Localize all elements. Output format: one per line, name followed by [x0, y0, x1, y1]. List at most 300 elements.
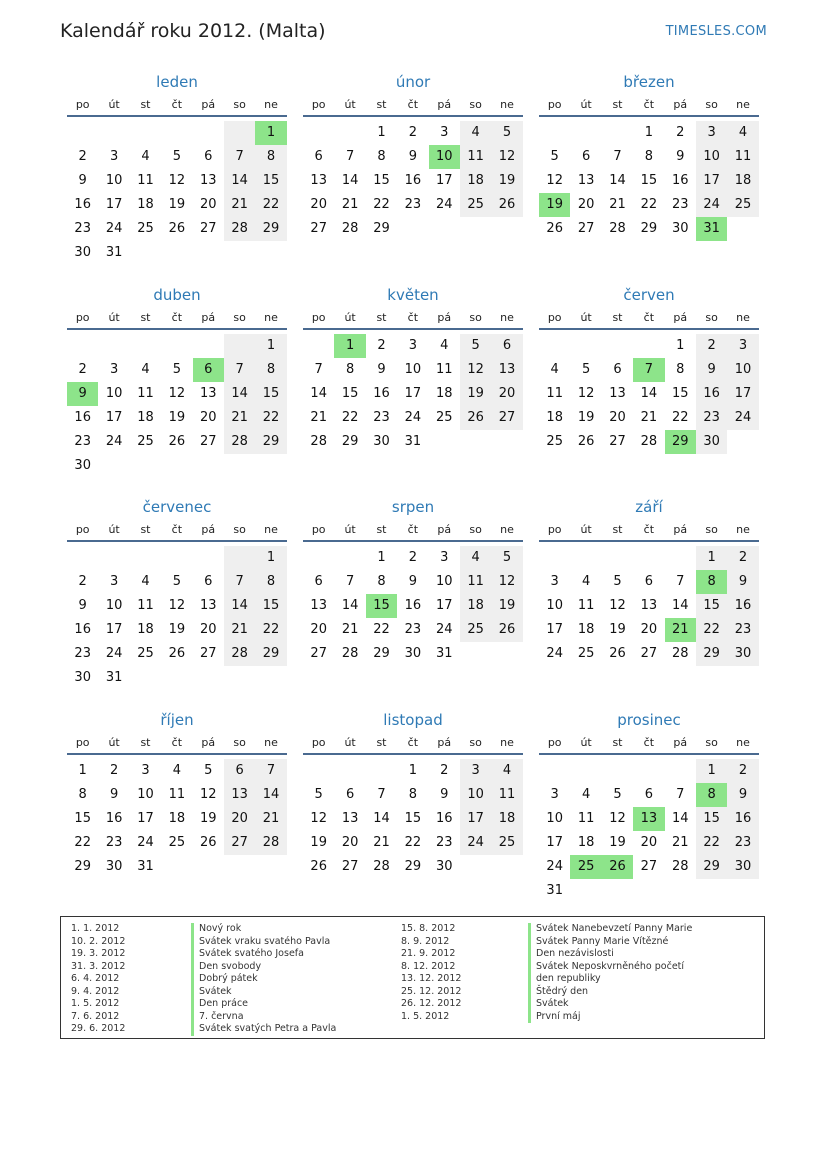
day-cell: 18 — [727, 169, 758, 193]
day-cell: 27 — [199, 646, 217, 661]
day-cell: 27 — [199, 221, 217, 236]
weekday-label: čt — [171, 311, 183, 324]
month-listopad — [303, 710, 523, 879]
empty-cell — [67, 334, 98, 358]
weekday-label: so — [469, 311, 482, 324]
day-cell: 2 — [78, 362, 87, 377]
weekday-label: út — [344, 311, 356, 324]
day-cell: 14 — [224, 382, 255, 406]
day-cell: 1 — [408, 763, 417, 778]
week-row — [539, 831, 759, 855]
week-row — [539, 382, 759, 406]
day-cell: 28 — [671, 646, 689, 661]
holiday-day-cell: 31 — [696, 217, 727, 241]
month-name: duben — [153, 286, 201, 304]
weekday-label: ne — [500, 736, 514, 749]
day-grid — [67, 121, 287, 265]
day-cell: 23 — [727, 831, 758, 855]
day-cell: 9 — [408, 574, 417, 589]
day-cell: 5 — [613, 574, 622, 589]
weekday-header — [303, 94, 523, 117]
week-row — [67, 642, 287, 666]
week-row — [303, 807, 523, 831]
empty-cell — [98, 546, 129, 570]
day-cell: 5 — [314, 787, 323, 802]
day-cell: 14 — [671, 598, 689, 613]
empty-cell — [98, 334, 129, 358]
day-cell: 5 — [550, 149, 559, 164]
weekday-label: st — [376, 98, 387, 111]
day-cell: 6 — [644, 787, 653, 802]
weekday-label: čt — [407, 98, 419, 111]
legend-names-left — [191, 923, 336, 1036]
day-cell: 1 — [377, 550, 386, 565]
day-cell: 10 — [105, 598, 123, 613]
day-cell: 14 — [609, 173, 626, 188]
legend-date: 29. 6. 2012 — [71, 1023, 126, 1034]
empty-cell — [602, 759, 633, 783]
day-cell: 13 — [609, 386, 626, 401]
empty-cell — [193, 334, 224, 358]
day-cell: 7 — [345, 149, 355, 164]
legend-date: 15. 8. 2012 — [401, 923, 456, 934]
weekday-label: ne — [264, 736, 278, 749]
day-cell: 22 — [255, 193, 286, 217]
empty-cell — [130, 241, 161, 265]
day-cell: 16 — [696, 382, 727, 406]
day-cell: 26 — [310, 859, 327, 874]
legend-holiday-name: Den práce — [191, 998, 336, 1011]
day-cell: 4 — [172, 763, 181, 778]
day-grid — [539, 546, 759, 666]
weekday-label: st — [140, 311, 151, 324]
day-cell: 2 — [78, 149, 87, 164]
day-cell: 9 — [377, 362, 386, 377]
holiday-legend — [60, 916, 765, 1039]
day-cell: 12 — [168, 386, 186, 401]
weekday-label: pá — [201, 736, 216, 749]
day-cell: 7 — [314, 362, 323, 377]
week-row — [303, 759, 523, 783]
week-row — [303, 169, 523, 193]
day-cell: 7 — [613, 149, 622, 164]
day-cell: 11 — [460, 145, 491, 169]
day-cell: 28 — [255, 831, 286, 855]
week-row — [67, 193, 287, 217]
day-cell: 6 — [491, 334, 522, 358]
day-cell: 3 — [460, 759, 491, 783]
day-cell: 30 — [74, 670, 91, 685]
weekday-label: po — [311, 98, 326, 111]
empty-cell — [224, 121, 255, 145]
day-cell: 24 — [105, 646, 123, 661]
month-name: říjen — [160, 711, 194, 729]
week-row — [303, 855, 523, 879]
day-cell: 24 — [137, 835, 154, 850]
day-cell: 20 — [310, 622, 327, 637]
week-row — [303, 334, 523, 358]
empty-cell — [161, 334, 192, 358]
empty-cell — [460, 855, 491, 879]
empty-cell — [727, 217, 758, 241]
day-grid — [67, 546, 287, 690]
day-cell: 15 — [404, 811, 422, 826]
week-row — [539, 217, 759, 241]
legend-date: 8. 12. 2012 — [401, 960, 456, 972]
day-cell: 11 — [546, 386, 563, 401]
holiday-day-cell: 9 — [67, 382, 98, 406]
weekday-label: so — [705, 523, 718, 536]
day-cell: 17 — [435, 173, 453, 188]
day-cell: 11 — [137, 598, 154, 613]
empty-cell — [161, 121, 192, 145]
legend-dates-left — [71, 923, 125, 1036]
day-cell: 17 — [105, 622, 123, 637]
week-row — [67, 546, 287, 570]
day-cell: 6 — [613, 362, 622, 377]
day-cell: 23 — [74, 646, 91, 661]
empty-cell — [67, 121, 98, 145]
day-cell: 7 — [676, 787, 685, 802]
day-cell: 2 — [408, 550, 417, 565]
month-květen — [303, 285, 523, 454]
empty-cell — [665, 879, 696, 903]
day-cell: 28 — [224, 217, 255, 241]
day-cell: 21 — [255, 807, 286, 831]
month-name: březen — [623, 73, 675, 91]
week-row — [67, 121, 287, 145]
day-cell: 27 — [640, 646, 658, 661]
day-cell: 29 — [696, 855, 727, 879]
legend-holiday-name: Svátek — [528, 998, 692, 1011]
day-cell: 31 — [137, 859, 154, 874]
weekday-label: so — [233, 311, 246, 324]
day-cell: 18 — [137, 197, 154, 212]
week-row — [67, 241, 287, 265]
empty-cell — [255, 855, 286, 879]
weekday-label: čt — [643, 311, 655, 324]
day-cell: 23 — [696, 406, 727, 430]
weekday-label: po — [547, 98, 562, 111]
day-cell: 14 — [671, 811, 689, 826]
empty-cell — [665, 546, 696, 570]
weekday-label: so — [705, 98, 718, 111]
day-cell: 29 — [373, 646, 390, 661]
day-cell: 27 — [609, 434, 626, 449]
day-cell: 19 — [168, 622, 186, 637]
legend-date: 9. 4. 2012 — [71, 985, 120, 997]
week-row — [67, 759, 287, 783]
empty-cell — [161, 546, 192, 570]
day-cell: 21 — [341, 622, 359, 637]
weekday-label: pá — [437, 311, 452, 324]
day-cell: 29 — [74, 859, 91, 874]
weekday-header — [303, 519, 523, 542]
empty-cell — [255, 454, 286, 478]
day-cell: 29 — [255, 642, 286, 666]
day-cell: 22 — [640, 197, 658, 212]
legend-holiday-name: Svátek svatého Josefa — [191, 948, 336, 961]
empty-cell — [539, 334, 570, 358]
day-cell: 7 — [377, 787, 386, 802]
day-cell: 22 — [255, 618, 286, 642]
day-cell: 29 — [341, 434, 359, 449]
day-cell: 5 — [204, 763, 213, 778]
week-row — [67, 406, 287, 430]
weekday-header — [539, 94, 759, 117]
weekday-label: út — [580, 523, 592, 536]
day-cell: 17 — [404, 386, 422, 401]
day-cell: 14 — [310, 386, 327, 401]
day-cell: 26 — [168, 646, 186, 661]
day-cell: 20 — [577, 197, 595, 212]
empty-cell — [224, 855, 255, 879]
week-row — [539, 358, 759, 382]
day-grid — [303, 546, 523, 666]
month-name: prosinec — [617, 711, 681, 729]
day-cell: 2 — [408, 125, 417, 140]
day-cell: 19 — [168, 410, 186, 425]
legend-holiday-name: Svátek Nanebevzetí Panny Marie — [528, 923, 692, 936]
day-cell: 21 — [609, 197, 626, 212]
empty-cell — [130, 546, 161, 570]
weekday-label: čt — [171, 736, 183, 749]
empty-cell — [224, 334, 255, 358]
holiday-day-cell: 13 — [633, 807, 664, 831]
empty-cell — [727, 879, 758, 903]
day-cell: 3 — [550, 787, 559, 802]
day-cell: 13 — [224, 783, 255, 807]
day-cell: 9 — [408, 149, 417, 164]
holiday-day-cell: 29 — [665, 430, 696, 454]
day-cell: 8 — [377, 574, 386, 589]
day-cell: 2 — [109, 763, 119, 778]
weekday-header — [303, 307, 523, 330]
day-cell: 11 — [577, 598, 595, 613]
day-cell: 19 — [609, 835, 626, 850]
day-cell: 2 — [696, 334, 727, 358]
day-cell: 19 — [460, 382, 491, 406]
weekday-header — [67, 732, 287, 755]
legend-date: 21. 9. 2012 — [401, 948, 456, 959]
day-cell: 5 — [491, 546, 522, 570]
day-cell: 24 — [105, 434, 123, 449]
day-cell: 15 — [255, 382, 286, 406]
weekday-label: po — [311, 523, 326, 536]
day-cell: 14 — [224, 594, 255, 618]
weekday-label: st — [140, 736, 151, 749]
day-cell: 30 — [404, 646, 422, 661]
day-cell: 7 — [224, 570, 255, 594]
brand-link[interactable]: TIMESLES.COM — [665, 24, 767, 39]
day-cell: 18 — [546, 410, 563, 425]
day-cell: 15 — [696, 594, 727, 618]
day-cell: 10 — [546, 598, 563, 613]
day-cell: 8 — [408, 787, 417, 802]
day-cell: 4 — [727, 121, 758, 145]
weekday-label: pá — [201, 98, 216, 111]
month-name: červenec — [142, 498, 212, 516]
week-row — [539, 406, 759, 430]
day-cell: 12 — [609, 811, 626, 826]
day-grid — [539, 334, 759, 454]
day-cell: 6 — [204, 149, 213, 164]
day-cell: 30 — [74, 245, 91, 260]
weekday-label: st — [376, 311, 387, 324]
day-cell: 22 — [373, 622, 390, 637]
day-cell: 13 — [199, 173, 217, 188]
day-cell: 23 — [404, 197, 422, 212]
weekday-header — [67, 307, 287, 330]
day-cell: 1 — [676, 338, 685, 353]
day-cell: 31 — [105, 245, 123, 260]
day-cell: 23 — [373, 410, 390, 425]
month-name: květen — [387, 286, 439, 304]
day-cell: 13 — [491, 358, 522, 382]
day-cell: 4 — [491, 759, 522, 783]
weekday-label: po — [311, 736, 326, 749]
day-cell: 6 — [644, 574, 653, 589]
month-červen — [539, 285, 759, 454]
empty-cell — [224, 241, 255, 265]
empty-cell — [602, 546, 633, 570]
weekday-label: ne — [264, 311, 278, 324]
empty-cell — [633, 546, 664, 570]
weekday-header — [67, 94, 287, 117]
day-cell: 10 — [727, 358, 758, 382]
day-cell: 12 — [168, 598, 186, 613]
week-row — [303, 570, 523, 594]
day-cell: 19 — [310, 835, 327, 850]
week-row — [67, 570, 287, 594]
empty-cell — [491, 430, 522, 454]
weekday-label: po — [75, 311, 90, 324]
empty-cell — [224, 666, 255, 690]
day-cell: 13 — [341, 811, 359, 826]
day-cell: 17 — [460, 807, 491, 831]
empty-cell — [224, 546, 255, 570]
weekday-label: čt — [643, 523, 655, 536]
day-cell: 29 — [255, 430, 286, 454]
weekday-label: ne — [736, 736, 750, 749]
legend-holiday-name: Svátek svatých Petra a Pavla — [191, 1023, 336, 1036]
day-cell: 29 — [255, 217, 286, 241]
day-cell: 18 — [460, 594, 491, 618]
day-cell: 7 — [224, 145, 255, 169]
day-cell: 30 — [727, 642, 758, 666]
day-cell: 11 — [460, 570, 491, 594]
empty-cell — [130, 121, 161, 145]
day-cell: 5 — [172, 149, 181, 164]
week-row — [67, 145, 287, 169]
day-cell: 15 — [341, 386, 359, 401]
day-cell: 3 — [727, 334, 758, 358]
day-cell: 20 — [310, 197, 327, 212]
week-row — [539, 334, 759, 358]
day-cell: 5 — [491, 121, 522, 145]
day-cell: 17 — [105, 410, 123, 425]
week-row — [303, 831, 523, 855]
holiday-day-cell: 8 — [696, 783, 727, 807]
day-cell: 14 — [373, 811, 390, 826]
weekday-label: út — [580, 736, 592, 749]
day-cell: 24 — [435, 622, 453, 637]
day-cell: 30 — [105, 859, 123, 874]
empty-cell — [539, 759, 570, 783]
empty-cell — [161, 855, 192, 879]
day-cell: 9 — [727, 783, 758, 807]
day-cell: 16 — [74, 410, 91, 425]
day-cell: 21 — [341, 197, 359, 212]
day-cell: 18 — [577, 835, 595, 850]
day-cell: 29 — [696, 642, 727, 666]
month-name: červen — [623, 286, 675, 304]
weekday-header — [539, 307, 759, 330]
day-cell: 22 — [696, 831, 727, 855]
day-cell: 27 — [491, 406, 522, 430]
holiday-day-cell: 6 — [193, 358, 224, 382]
week-row — [303, 193, 523, 217]
month-name: listopad — [383, 711, 443, 729]
day-grid — [67, 759, 287, 879]
day-cell: 26 — [577, 434, 595, 449]
weekday-label: po — [75, 736, 90, 749]
day-cell: 30 — [696, 430, 727, 454]
weekday-label: st — [612, 98, 623, 111]
day-cell: 12 — [460, 358, 491, 382]
week-row — [303, 358, 523, 382]
weekday-label: st — [612, 311, 623, 324]
week-row — [539, 430, 759, 454]
day-cell: 18 — [491, 807, 522, 831]
weekday-label: út — [108, 311, 120, 324]
day-cell: 13 — [199, 598, 217, 613]
week-row — [539, 570, 759, 594]
day-cell: 12 — [609, 598, 626, 613]
empty-cell — [539, 121, 570, 145]
week-row — [303, 217, 523, 241]
weekday-label: st — [612, 523, 623, 536]
day-cell: 7 — [345, 574, 355, 589]
day-cell: 24 — [105, 221, 123, 236]
weekday-label: po — [547, 736, 562, 749]
empty-cell — [602, 121, 633, 145]
legend-date: 31. 3. 2012 — [71, 960, 126, 972]
day-cell: 26 — [546, 221, 563, 236]
day-cell: 27 — [640, 859, 658, 874]
day-cell: 30 — [373, 434, 390, 449]
legend-holiday-name: Nový rok — [191, 923, 336, 936]
legend-date: 25. 12. 2012 — [401, 985, 462, 997]
holiday-day-cell: 7 — [633, 358, 664, 382]
day-cell: 22 — [696, 618, 727, 642]
month-name: leden — [156, 73, 198, 91]
legend-holiday-name: 7. června — [191, 1011, 336, 1024]
empty-cell — [696, 879, 727, 903]
day-cell: 27 — [577, 221, 595, 236]
weekday-label: út — [108, 736, 120, 749]
weekday-label: čt — [407, 736, 419, 749]
day-cell: 10 — [404, 362, 422, 377]
day-cell: 2 — [727, 546, 758, 570]
day-cell: 14 — [640, 386, 658, 401]
week-row — [303, 121, 523, 145]
legend-date: 19. 3. 2012 — [71, 948, 126, 959]
empty-cell — [334, 546, 365, 570]
day-cell: 2 — [377, 338, 386, 353]
day-cell: 19 — [491, 594, 522, 618]
week-row — [539, 807, 759, 831]
